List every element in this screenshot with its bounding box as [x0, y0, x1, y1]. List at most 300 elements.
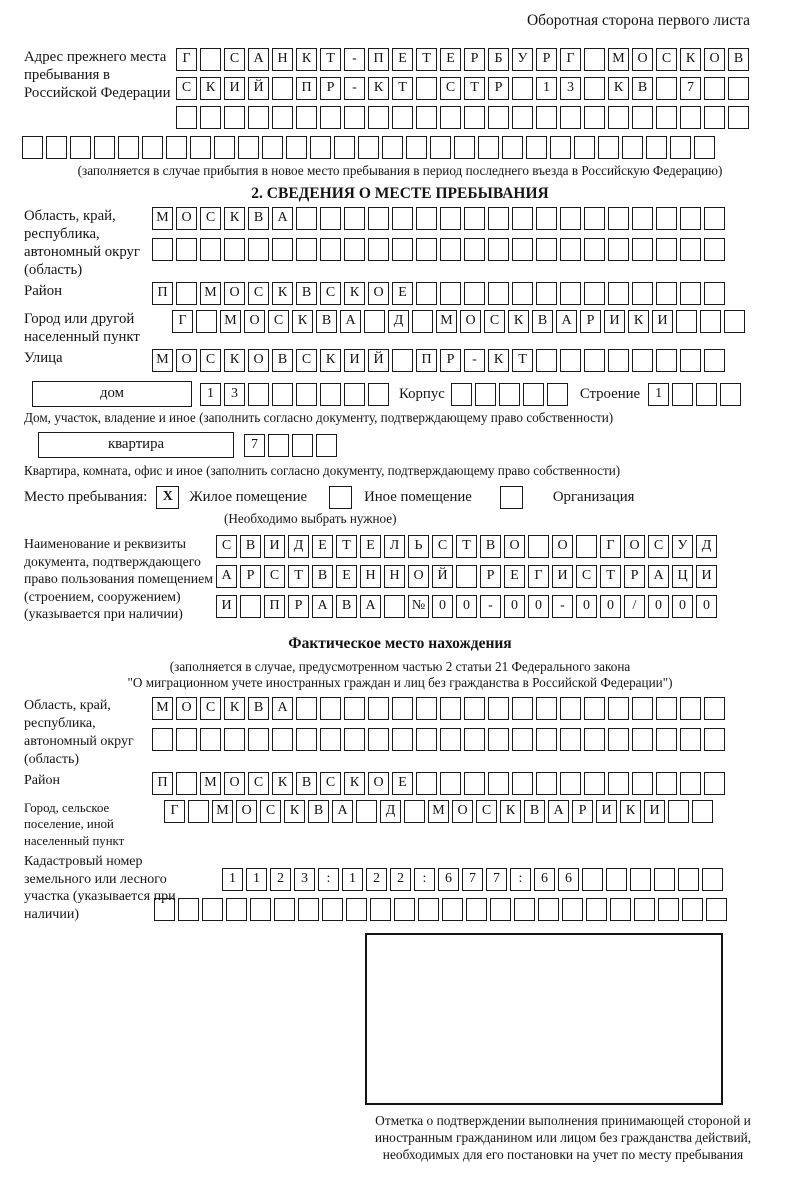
dom-type-box[interactable]: дом	[32, 381, 192, 407]
grid-cell[interactable]	[550, 136, 571, 159]
grid-cell[interactable]: В	[316, 310, 337, 333]
grid-cell[interactable]	[658, 898, 679, 921]
grid-cell[interactable]	[632, 349, 653, 372]
grid-cell[interactable]: П	[152, 772, 173, 795]
grid-cell[interactable]	[656, 349, 677, 372]
grid-cell[interactable]	[346, 898, 367, 921]
grid-cell[interactable]: К	[344, 282, 365, 305]
grid-cell[interactable]	[488, 238, 509, 261]
grid-cell[interactable]	[560, 207, 581, 230]
grid-cell[interactable]	[344, 383, 365, 406]
grid-cell[interactable]	[406, 136, 427, 159]
grid-cell[interactable]: А	[332, 800, 353, 823]
grid-cell[interactable]: Р	[580, 310, 601, 333]
grid-cell[interactable]: К	[488, 349, 509, 372]
grid-cell[interactable]	[608, 772, 629, 795]
grid-cell[interactable]: 0	[648, 595, 669, 618]
grid-cell[interactable]: :	[414, 868, 435, 891]
grid-cell[interactable]	[344, 697, 365, 720]
grid-cell[interactable]: К	[224, 207, 245, 230]
grid-cell[interactable]	[176, 238, 197, 261]
grid-cell[interactable]	[152, 238, 173, 261]
grid-cell[interactable]: В	[296, 772, 317, 795]
grid-cell[interactable]	[656, 238, 677, 261]
grid-cell[interactable]	[272, 728, 293, 751]
grid-cell[interactable]: К	[284, 800, 305, 823]
grid-cell[interactable]: П	[152, 282, 173, 305]
grid-cell[interactable]: В	[632, 77, 653, 100]
grid-cell[interactable]: О	[632, 48, 653, 71]
grid-cell[interactable]: Ц	[672, 565, 693, 588]
grid-cell[interactable]: В	[312, 565, 333, 588]
grid-cell[interactable]: Р	[464, 48, 485, 71]
grid-cell[interactable]	[272, 106, 293, 129]
grid-cell[interactable]	[344, 728, 365, 751]
grid-cell[interactable]: Т	[464, 77, 485, 100]
grid-cell[interactable]	[514, 898, 535, 921]
grid-cell[interactable]: К	[608, 77, 629, 100]
grid-cell[interactable]: С	[648, 535, 669, 558]
grid-cell[interactable]	[560, 282, 581, 305]
grid-cell[interactable]	[416, 207, 437, 230]
grid-cell[interactable]	[196, 310, 217, 333]
grid-cell[interactable]	[200, 728, 221, 751]
grid-cell[interactable]: Т	[416, 48, 437, 71]
grid-cell[interactable]	[451, 383, 472, 406]
grid-cell[interactable]	[454, 136, 475, 159]
grid-cell[interactable]: А	[216, 565, 237, 588]
grid-cell[interactable]	[584, 77, 605, 100]
grid-cell[interactable]: Р	[572, 800, 593, 823]
grid-cell[interactable]	[238, 136, 259, 159]
grid-cell[interactable]	[118, 136, 139, 159]
grid-cell[interactable]: Й	[432, 565, 453, 588]
grid-cell[interactable]	[286, 136, 307, 159]
grid-cell[interactable]	[584, 48, 605, 71]
grid-cell[interactable]: О	[504, 535, 525, 558]
grid-cell[interactable]: В	[272, 349, 293, 372]
grid-cell[interactable]	[632, 728, 653, 751]
grid-cell[interactable]	[670, 136, 691, 159]
grid-cell[interactable]	[394, 898, 415, 921]
grid-cell[interactable]	[538, 898, 559, 921]
grid-cell[interactable]	[416, 772, 437, 795]
grid-cell[interactable]: К	[292, 310, 313, 333]
grid-cell[interactable]	[142, 136, 163, 159]
grid-cell[interactable]: С	[200, 207, 221, 230]
grid-cell[interactable]: 2	[270, 868, 291, 891]
grid-cell[interactable]	[364, 310, 385, 333]
grid-cell[interactable]: К	[344, 772, 365, 795]
grid-cell[interactable]	[586, 898, 607, 921]
grid-cell[interactable]	[728, 77, 749, 100]
grid-cell[interactable]: И	[264, 535, 285, 558]
grid-cell[interactable]	[316, 434, 337, 457]
grid-cell[interactable]: В	[308, 800, 329, 823]
grid-cell[interactable]: М	[152, 207, 173, 230]
grid-cell[interactable]	[310, 136, 331, 159]
grid-cell[interactable]	[608, 207, 629, 230]
grid-cell[interactable]	[656, 697, 677, 720]
grid-cell[interactable]	[190, 136, 211, 159]
grid-cell[interactable]	[656, 77, 677, 100]
grid-cell[interactable]	[536, 349, 557, 372]
grid-cell[interactable]	[656, 282, 677, 305]
grid-cell[interactable]	[610, 898, 631, 921]
grid-cell[interactable]: Д	[380, 800, 401, 823]
grid-cell[interactable]: 0	[504, 595, 525, 618]
grid-cell[interactable]	[680, 349, 701, 372]
grid-cell[interactable]: О	[176, 697, 197, 720]
grid-cell[interactable]	[440, 772, 461, 795]
grid-cell[interactable]: 6	[534, 868, 555, 891]
grid-cell[interactable]	[704, 697, 725, 720]
grid-cell[interactable]	[442, 898, 463, 921]
grid-cell[interactable]	[499, 383, 520, 406]
grid-cell[interactable]	[320, 106, 341, 129]
grid-cell[interactable]	[632, 772, 653, 795]
grid-cell[interactable]: О	[224, 282, 245, 305]
grid-cell[interactable]: В	[728, 48, 749, 71]
grid-cell[interactable]: П	[416, 349, 437, 372]
grid-cell[interactable]	[416, 106, 437, 129]
grid-cell[interactable]	[296, 207, 317, 230]
grid-cell[interactable]	[694, 136, 715, 159]
grid-cell[interactable]	[176, 106, 197, 129]
grid-cell[interactable]	[46, 136, 67, 159]
grid-cell[interactable]: 3	[560, 77, 581, 100]
grid-cell[interactable]	[166, 136, 187, 159]
grid-cell[interactable]: О	[624, 535, 645, 558]
grid-cell[interactable]: О	[704, 48, 725, 71]
grid-cell[interactable]: К	[200, 77, 221, 100]
grid-cell[interactable]	[202, 898, 223, 921]
grid-cell[interactable]: А	[360, 595, 381, 618]
grid-cell[interactable]: У	[672, 535, 693, 558]
grid-cell[interactable]	[320, 728, 341, 751]
grid-cell[interactable]	[152, 728, 173, 751]
grid-cell[interactable]	[672, 383, 693, 406]
grid-cell[interactable]: С	[200, 697, 221, 720]
grid-cell[interactable]: 1	[200, 383, 221, 406]
grid-cell[interactable]	[384, 595, 405, 618]
grid-cell[interactable]: К	[224, 349, 245, 372]
grid-cell[interactable]	[248, 238, 269, 261]
grid-cell[interactable]	[320, 697, 341, 720]
grid-cell[interactable]	[632, 697, 653, 720]
grid-cell[interactable]	[584, 238, 605, 261]
grid-cell[interactable]	[200, 238, 221, 261]
checkbox-zhiloe[interactable]: X	[156, 486, 179, 509]
grid-cell[interactable]	[680, 772, 701, 795]
grid-cell[interactable]	[70, 136, 91, 159]
grid-cell[interactable]	[488, 728, 509, 751]
grid-cell[interactable]	[416, 77, 437, 100]
grid-cell[interactable]	[536, 728, 557, 751]
grid-cell[interactable]: Н	[360, 565, 381, 588]
grid-cell[interactable]: 3	[224, 383, 245, 406]
grid-cell[interactable]: И	[552, 565, 573, 588]
grid-cell[interactable]	[560, 106, 581, 129]
grid-cell[interactable]: Т	[336, 535, 357, 558]
grid-cell[interactable]: О	[176, 207, 197, 230]
grid-cell[interactable]	[296, 106, 317, 129]
grid-cell[interactable]	[488, 697, 509, 720]
grid-cell[interactable]: С	[656, 48, 677, 71]
grid-cell[interactable]: 6	[438, 868, 459, 891]
grid-cell[interactable]	[322, 898, 343, 921]
grid-cell[interactable]: Г	[164, 800, 185, 823]
grid-cell[interactable]	[392, 106, 413, 129]
grid-cell[interactable]	[488, 106, 509, 129]
grid-cell[interactable]: К	[508, 310, 529, 333]
grid-cell[interactable]	[490, 898, 511, 921]
grid-cell[interactable]: 7	[680, 77, 701, 100]
grid-cell[interactable]	[632, 282, 653, 305]
grid-cell[interactable]: С	[484, 310, 505, 333]
grid-cell[interactable]	[704, 77, 725, 100]
grid-cell[interactable]	[692, 800, 713, 823]
grid-cell[interactable]	[536, 238, 557, 261]
grid-cell[interactable]	[262, 136, 283, 159]
grid-cell[interactable]	[176, 282, 197, 305]
grid-cell[interactable]	[214, 136, 235, 159]
grid-cell[interactable]: О	[176, 349, 197, 372]
grid-cell[interactable]	[656, 207, 677, 230]
grid-cell[interactable]: М	[436, 310, 457, 333]
grid-cell[interactable]: О	[452, 800, 473, 823]
grid-cell[interactable]	[608, 282, 629, 305]
grid-cell[interactable]	[608, 106, 629, 129]
grid-cell[interactable]	[368, 697, 389, 720]
grid-cell[interactable]: К	[224, 697, 245, 720]
grid-cell[interactable]: 0	[576, 595, 597, 618]
grid-cell[interactable]: О	[368, 282, 389, 305]
grid-cell[interactable]	[582, 868, 603, 891]
grid-cell[interactable]: В	[248, 697, 269, 720]
grid-cell[interactable]	[320, 383, 341, 406]
grid-cell[interactable]	[22, 136, 43, 159]
grid-cell[interactable]	[720, 383, 741, 406]
grid-cell[interactable]: У	[512, 48, 533, 71]
grid-cell[interactable]: Е	[392, 282, 413, 305]
grid-cell[interactable]: А	[272, 697, 293, 720]
grid-cell[interactable]: М	[152, 697, 173, 720]
grid-cell[interactable]	[512, 697, 533, 720]
grid-cell[interactable]: К	[296, 48, 317, 71]
grid-cell[interactable]	[678, 868, 699, 891]
grid-cell[interactable]	[368, 238, 389, 261]
grid-cell[interactable]: К	[500, 800, 521, 823]
grid-cell[interactable]	[440, 697, 461, 720]
grid-cell[interactable]: О	[224, 772, 245, 795]
grid-cell[interactable]: И	[644, 800, 665, 823]
grid-cell[interactable]: Н	[384, 565, 405, 588]
grid-cell[interactable]: С	[440, 77, 461, 100]
grid-cell[interactable]: :	[510, 868, 531, 891]
grid-cell[interactable]: Г	[176, 48, 197, 71]
grid-cell[interactable]: /	[624, 595, 645, 618]
grid-cell[interactable]: 0	[432, 595, 453, 618]
grid-cell[interactable]: Й	[248, 77, 269, 100]
grid-cell[interactable]: О	[460, 310, 481, 333]
grid-cell[interactable]: С	[216, 535, 237, 558]
grid-cell[interactable]	[456, 565, 477, 588]
grid-cell[interactable]	[466, 898, 487, 921]
grid-cell[interactable]: 1	[342, 868, 363, 891]
grid-cell[interactable]	[704, 349, 725, 372]
grid-cell[interactable]	[248, 106, 269, 129]
grid-cell[interactable]: Т	[512, 349, 533, 372]
grid-cell[interactable]	[608, 697, 629, 720]
grid-cell[interactable]: Д	[696, 535, 717, 558]
grid-cell[interactable]: О	[236, 800, 257, 823]
grid-cell[interactable]: 2	[366, 868, 387, 891]
grid-cell[interactable]	[562, 898, 583, 921]
grid-cell[interactable]	[248, 383, 269, 406]
grid-cell[interactable]	[440, 728, 461, 751]
grid-cell[interactable]: С	[576, 565, 597, 588]
grid-cell[interactable]	[560, 772, 581, 795]
grid-cell[interactable]	[392, 207, 413, 230]
grid-cell[interactable]	[358, 136, 379, 159]
grid-cell[interactable]	[200, 106, 221, 129]
grid-cell[interactable]: 0	[456, 595, 477, 618]
grid-cell[interactable]: Д	[388, 310, 409, 333]
grid-cell[interactable]	[464, 282, 485, 305]
grid-cell[interactable]: М	[152, 349, 173, 372]
grid-cell[interactable]: С	[296, 349, 317, 372]
kvartira-type-box[interactable]: квартира	[38, 432, 234, 458]
grid-cell[interactable]	[512, 238, 533, 261]
grid-cell[interactable]	[526, 136, 547, 159]
grid-cell[interactable]	[646, 136, 667, 159]
grid-cell[interactable]: С	[224, 48, 245, 71]
grid-cell[interactable]: Р	[488, 77, 509, 100]
grid-cell[interactable]: А	[312, 595, 333, 618]
grid-cell[interactable]	[296, 728, 317, 751]
grid-cell[interactable]: Е	[504, 565, 525, 588]
grid-cell[interactable]	[584, 349, 605, 372]
grid-cell[interactable]	[368, 207, 389, 230]
grid-cell[interactable]	[560, 238, 581, 261]
grid-cell[interactable]	[416, 728, 437, 751]
grid-cell[interactable]	[154, 898, 175, 921]
grid-cell[interactable]: С	[264, 565, 285, 588]
grid-cell[interactable]	[296, 238, 317, 261]
grid-cell[interactable]	[654, 868, 675, 891]
grid-cell[interactable]	[622, 136, 643, 159]
grid-cell[interactable]	[268, 434, 289, 457]
grid-cell[interactable]: С	[320, 772, 341, 795]
grid-cell[interactable]	[676, 310, 697, 333]
grid-cell[interactable]	[464, 728, 485, 751]
grid-cell[interactable]: 1	[246, 868, 267, 891]
grid-cell[interactable]	[320, 207, 341, 230]
grid-cell[interactable]	[178, 898, 199, 921]
grid-cell[interactable]: Г	[560, 48, 581, 71]
grid-cell[interactable]: О	[248, 349, 269, 372]
grid-cell[interactable]	[584, 282, 605, 305]
grid-cell[interactable]: М	[212, 800, 233, 823]
grid-cell[interactable]: Е	[440, 48, 461, 71]
grid-cell[interactable]: С	[268, 310, 289, 333]
grid-cell[interactable]	[608, 238, 629, 261]
grid-cell[interactable]: С	[248, 282, 269, 305]
grid-cell[interactable]	[584, 772, 605, 795]
grid-cell[interactable]	[512, 77, 533, 100]
grid-cell[interactable]: О	[368, 772, 389, 795]
grid-cell[interactable]: М	[220, 310, 241, 333]
grid-cell[interactable]	[416, 238, 437, 261]
grid-cell[interactable]: П	[296, 77, 317, 100]
grid-cell[interactable]	[176, 772, 197, 795]
grid-cell[interactable]: Е	[392, 772, 413, 795]
grid-cell[interactable]	[706, 898, 727, 921]
grid-cell[interactable]	[296, 697, 317, 720]
grid-cell[interactable]: 3	[294, 868, 315, 891]
grid-cell[interactable]: 0	[600, 595, 621, 618]
grid-cell[interactable]: 1	[648, 383, 669, 406]
grid-cell[interactable]	[696, 383, 717, 406]
grid-cell[interactable]: Г	[600, 535, 621, 558]
grid-cell[interactable]	[704, 772, 725, 795]
grid-cell[interactable]	[272, 77, 293, 100]
grid-cell[interactable]	[392, 238, 413, 261]
grid-cell[interactable]	[368, 728, 389, 751]
grid-cell[interactable]	[536, 697, 557, 720]
grid-cell[interactable]: Б	[488, 48, 509, 71]
grid-cell[interactable]	[724, 310, 745, 333]
grid-cell[interactable]	[250, 898, 271, 921]
grid-cell[interactable]	[680, 282, 701, 305]
grid-cell[interactable]: Г	[172, 310, 193, 333]
grid-cell[interactable]	[440, 238, 461, 261]
grid-cell[interactable]	[704, 106, 725, 129]
grid-cell[interactable]: Н	[272, 48, 293, 71]
grid-cell[interactable]	[700, 310, 721, 333]
grid-cell[interactable]: О	[408, 565, 429, 588]
grid-cell[interactable]: М	[200, 772, 221, 795]
grid-cell[interactable]: 0	[672, 595, 693, 618]
grid-cell[interactable]	[356, 800, 377, 823]
grid-cell[interactable]	[292, 434, 313, 457]
grid-cell[interactable]: С	[200, 349, 221, 372]
grid-cell[interactable]	[464, 697, 485, 720]
grid-cell[interactable]: Р	[288, 595, 309, 618]
grid-cell[interactable]: И	[224, 77, 245, 100]
grid-cell[interactable]	[478, 136, 499, 159]
grid-cell[interactable]	[656, 106, 677, 129]
grid-cell[interactable]	[392, 349, 413, 372]
grid-cell[interactable]: М	[428, 800, 449, 823]
grid-cell[interactable]: О	[244, 310, 265, 333]
grid-cell[interactable]: А	[648, 565, 669, 588]
grid-cell[interactable]	[560, 697, 581, 720]
grid-cell[interactable]: №	[408, 595, 429, 618]
grid-cell[interactable]	[344, 238, 365, 261]
grid-cell[interactable]: Ь	[408, 535, 429, 558]
grid-cell[interactable]	[430, 136, 451, 159]
grid-cell[interactable]	[344, 207, 365, 230]
grid-cell[interactable]: 6	[558, 868, 579, 891]
grid-cell[interactable]	[584, 207, 605, 230]
grid-cell[interactable]: С	[248, 772, 269, 795]
grid-cell[interactable]	[488, 282, 509, 305]
grid-cell[interactable]: К	[628, 310, 649, 333]
grid-cell[interactable]: -	[552, 595, 573, 618]
grid-cell[interactable]	[547, 383, 568, 406]
